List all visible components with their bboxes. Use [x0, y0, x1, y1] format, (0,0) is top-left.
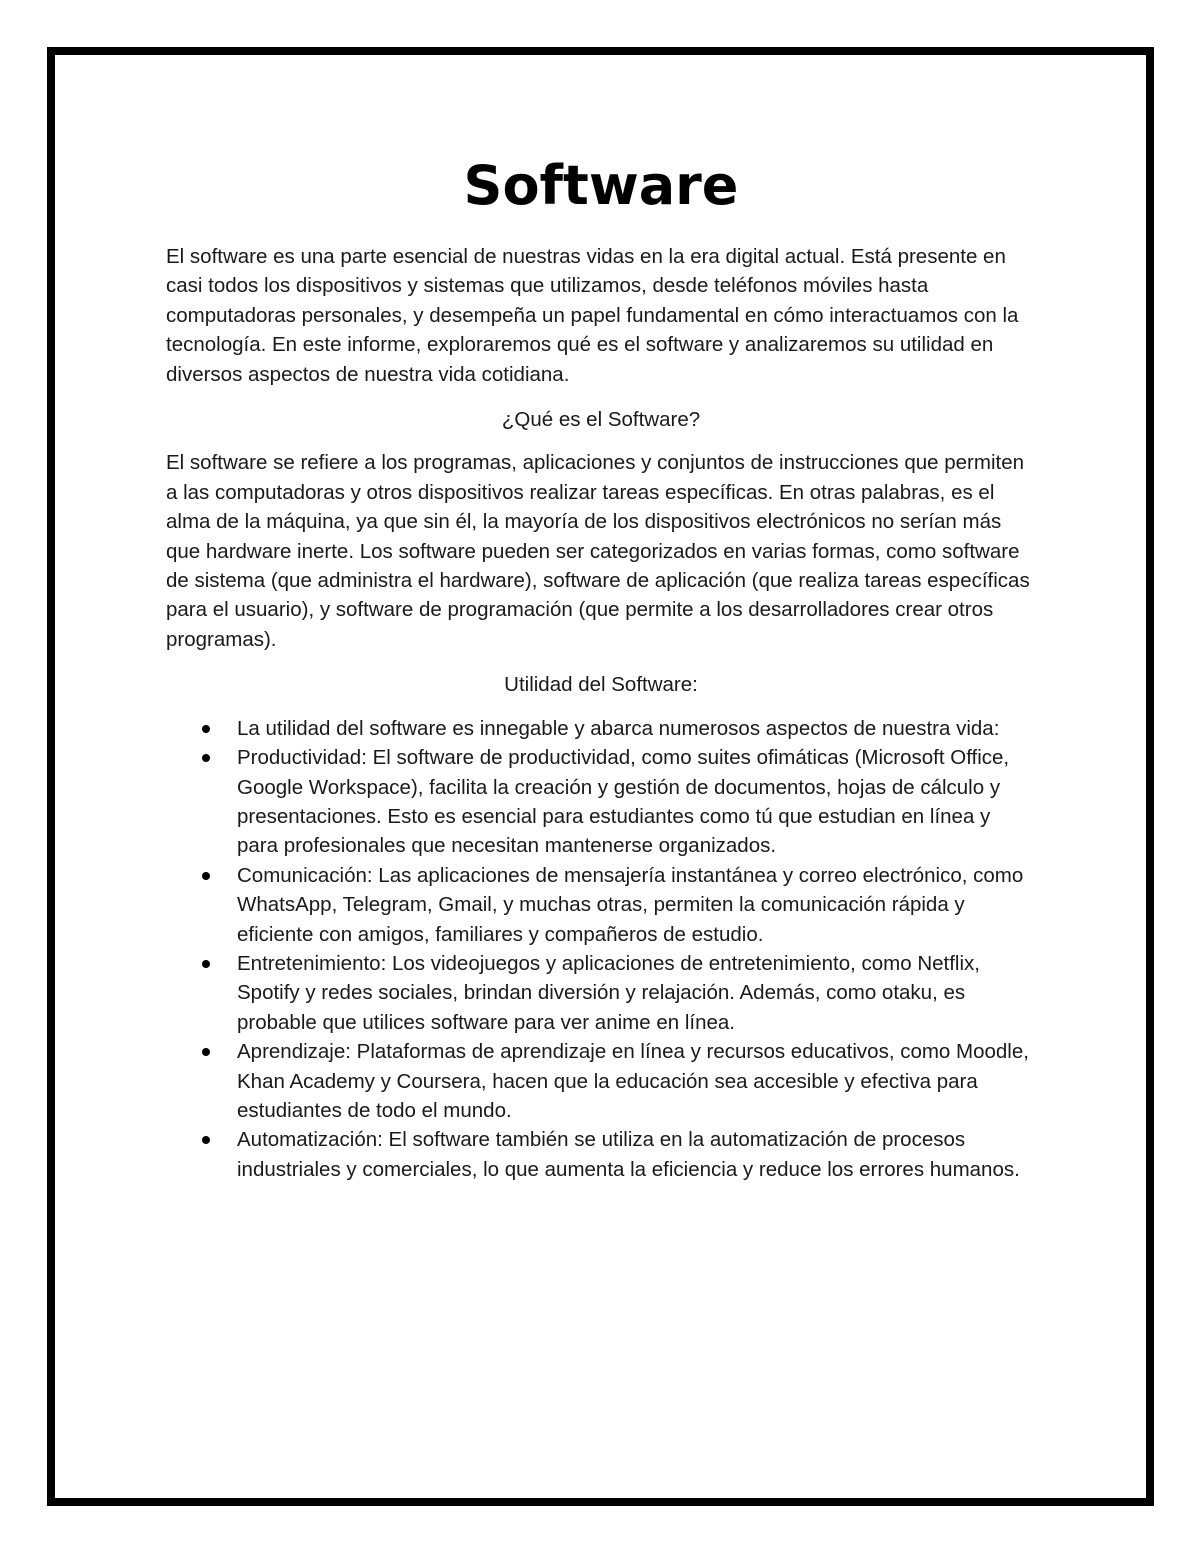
list-item-text: Comunicación: Las aplicaciones de mensajería instantánea y correo electrónico, como WhatsApp, Telegram, Gmail, y muchas otras, permiten la comunicación rápida y eficiente con amigos, familiares y compañeros de estudio.	[237, 863, 1024, 946]
list-item-text: Automatización: El software también se utiliza en la automatización de procesos industriales y comerciales, lo que aumenta la eficiencia y reduce los errores humanos.	[237, 1128, 1020, 1181]
bullet-icon	[202, 960, 210, 968]
list-item	[166, 743, 1036, 861]
document-body	[166, 150, 1036, 1184]
list-item-text: La utilidad del software es innegable y abarca numerosos aspectos de nuestra vida:	[237, 716, 1000, 740]
list-item	[166, 1125, 1036, 1184]
definition-paragraph: El software se refiere a los programas, aplicaciones y conjuntos de instrucciones que permiten a las computadoras y otros dispositivos realizar tareas específicas. En otras palabras, es el alma de la máquina, ya que sin él, la mayoría de los dispositivos electrónicos no serían más que hardware inerte. Los software pueden ser categorizados en varias formas, como software de sistema (que administra el hardware), software de aplicación (que realiza tareas específicas para el usuario), y software de programación (que permite a los desarrolladores crear otros programas).	[166, 451, 1030, 651]
list-item	[166, 949, 1036, 1037]
list-item-text: Productividad: El software de productividad, como suites ofimáticas (Microsoft Office, Google Workspace), facilita la creación y gestión de documentos, hojas de cálculo y presentaciones. Esto es esencial para estudiantes como tú que estudian en línea y para profesionales que necesitan mantenerse organizados.	[237, 746, 1010, 858]
bullet-icon	[202, 872, 210, 880]
list-item-text: Entretenimiento: Los videojuegos y aplicaciones de entretenimiento, como Netflix, Spotify y redes sociales, brindan diversión y relajación. Además, como otaku, es probable que utilices software para ver anime en línea.	[237, 951, 980, 1034]
list-item	[166, 714, 1036, 743]
list-item	[166, 1037, 1036, 1125]
list-item-text: Aprendizaje: Plataformas de aprendizaje en línea y recursos educativos, como Moodle, Khan Academy y Coursera, hacen que la educación sea accesible y efectiva para estudiantes de todo el mundo.	[237, 1040, 1029, 1122]
bullet-icon	[202, 1136, 210, 1144]
bullet-icon	[202, 1048, 210, 1056]
intro-paragraph: El software es una parte esencial de nuestras vidas en la era digital actual. Está presente en casi todos los dispositivos y sistemas que utilizamos, desde teléfonos móviles hasta computadoras personales, y desempeña un papel fundamental en cómo interactuamos con la tecnología. En este informe, exploraremos qué es el software y analizaremos su utilidad en diversos aspectos de nuestra vida cotidiana.	[166, 245, 1019, 386]
bullet-icon	[202, 754, 210, 762]
section-heading-que-es: ¿Qué es el Software?	[501, 408, 701, 432]
section-heading-utilidad: Utilidad del Software:	[504, 673, 698, 697]
list-item	[166, 861, 1036, 949]
document-title: Software	[463, 154, 739, 217]
utility-bullet-list	[166, 714, 1036, 1185]
bullet-icon	[202, 725, 210, 733]
